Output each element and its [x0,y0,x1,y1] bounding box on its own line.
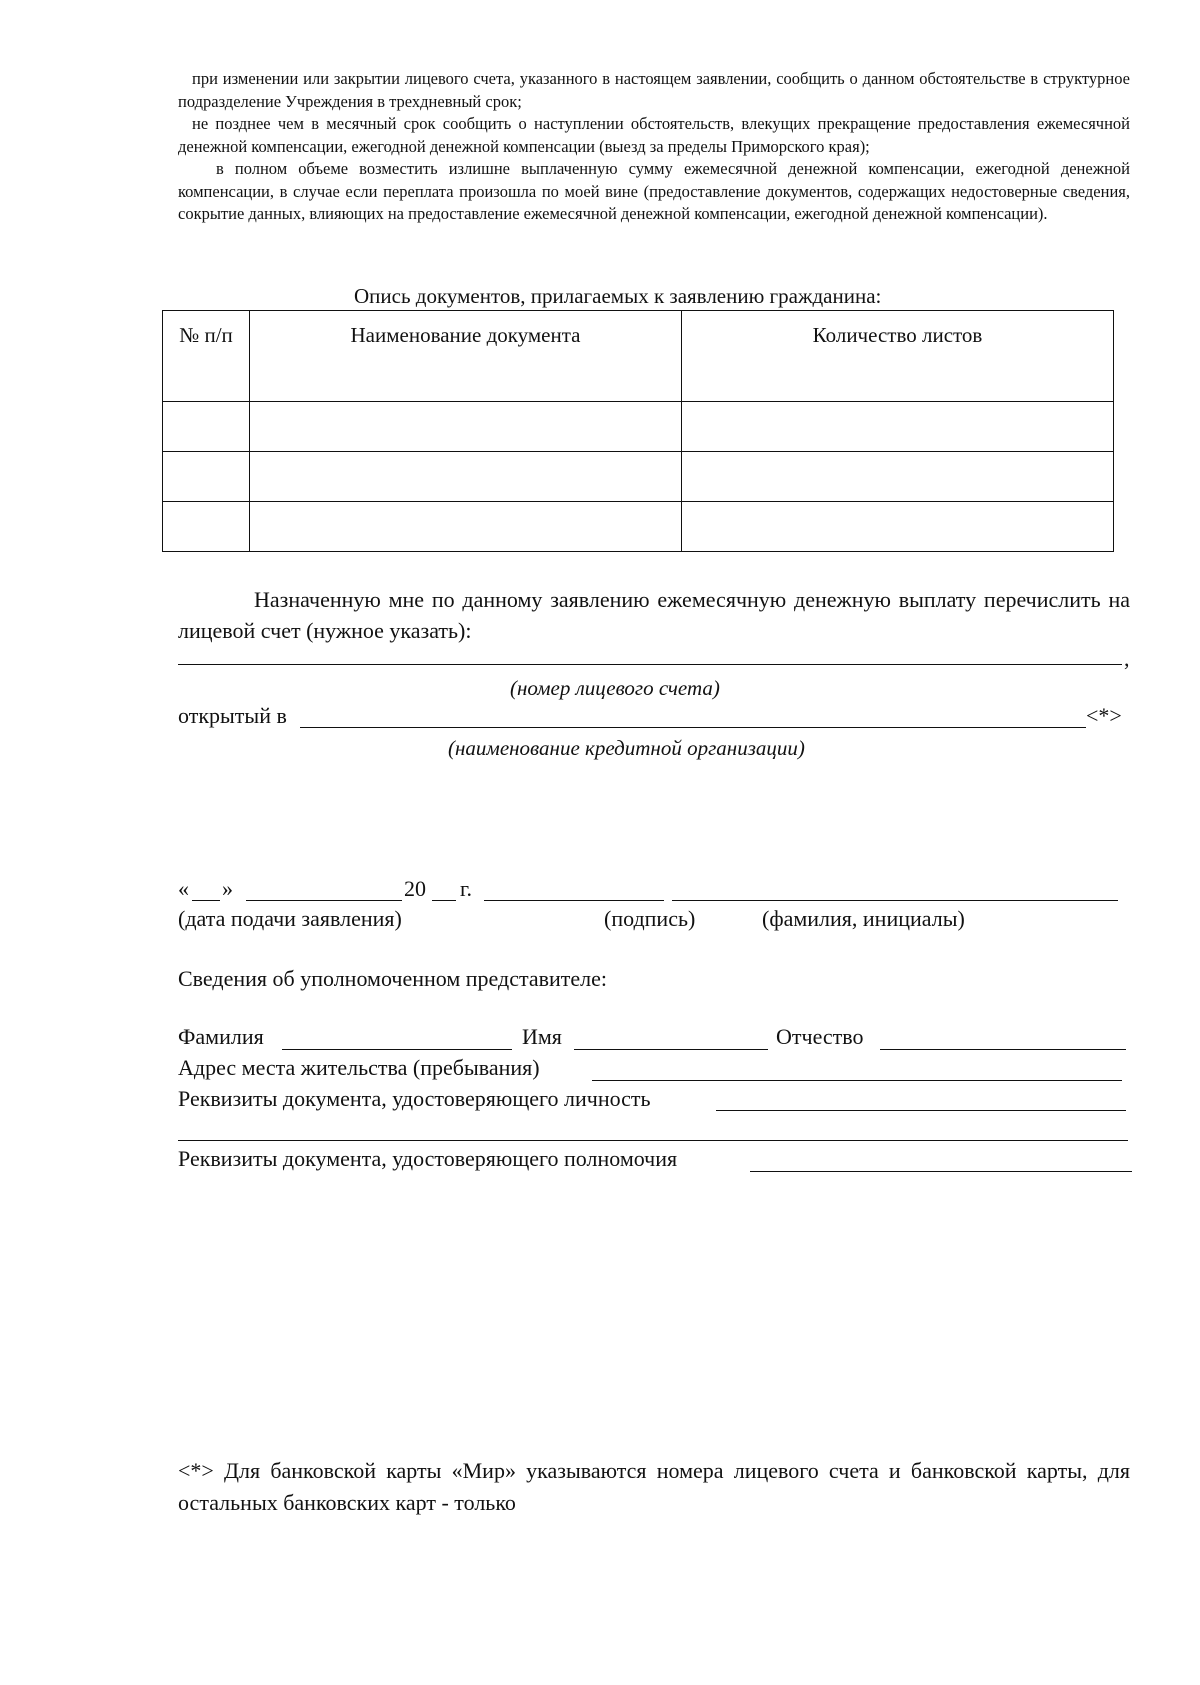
obligation-paragraph-1: при изменении или закрытии лицевого счета, указанного в настоящем заявлении, сообщить о данном обстоятельстве в структурное подразделение Учреждения в трехдневный срок; [178,69,1130,111]
table-cell-number[interactable] [163,402,250,452]
account-number-field[interactable] [178,664,1122,665]
authority-document-label: Реквизиты документа, удостоверяющего полномочия [178,1146,678,1171]
date-day-field[interactable] [192,900,220,901]
identity-document-label: Реквизиты документа, удостоверяющего личность [178,1086,651,1111]
inventory-caption: Опись документов, прилагаемых к заявлению гражданина: [354,284,882,308]
table-cell-document-name[interactable] [250,402,682,452]
opened-in-label: открытый в [178,703,287,728]
surname-label: Фамилия [178,1024,264,1049]
obligation-paragraph-2: не позднее чем в месячный срок сообщить о наступлении обстоятельств, влекущих прекращение предоставления ежемесячной денежной компенсации, ежегодной денежной компенсации (выезд за пределы Приморского края); [178,114,1130,156]
account-comma: , [1124,646,1130,671]
payout-paragraph [178,584,1130,646]
patronymic-field[interactable] [880,1049,1126,1050]
identity-document-field[interactable] [716,1110,1126,1111]
date-year-suffix: г. [460,876,473,901]
date-year-prefix: 20 [404,876,426,901]
patronymic-label: Отчество [776,1024,864,1049]
table-header-row [163,311,1114,402]
header-number: № п/п [163,311,250,402]
date-year-field[interactable] [432,900,456,901]
bank-name-hint: (наименование кредитной организации) [448,736,805,760]
address-field[interactable] [592,1080,1122,1081]
footnote-text: <*> Для банковской карты «Мир» указываются номера лицевого счета и банковской карты, для остальных банковских карт - только [178,1458,1130,1515]
table-cell-document-name[interactable] [250,452,682,502]
table-cell-sheet-count[interactable] [682,502,1114,552]
header-sheet-count: Количество листов [682,311,1114,402]
footnote [178,1455,1130,1519]
first-name-field[interactable] [574,1049,768,1050]
date-month-field[interactable] [246,900,402,901]
payout-text: Назначенную мне по данному заявлению ежемесячную денежную выплату перечислить на лицевой счет (нужное указать): [178,587,1130,643]
table-row [163,502,1114,552]
obligation-paragraph-3: в полном объеме возместить излишне выплаченную сумму ежемесячной денежной компенсации, ежегодной денежной компенсации, в случае если переплата произошла по моей вине (предоставление документов, содержащих недостоверные сведения, сокрытие данных, влияющих на предоставление ежемесячной денежной компенсации, ежегодной денежной компенсации). [178,159,1130,223]
representative-heading: Сведения об уполномоченном представителе: [178,966,608,991]
table-cell-sheet-count[interactable] [682,452,1114,502]
table-cell-sheet-count[interactable] [682,402,1114,452]
full-name-caption: (фамилия, инициалы) [762,906,965,931]
account-number-hint: (номер лицевого счета) [510,676,720,700]
table-cell-number[interactable] [163,452,250,502]
footnote-mark: <*> [1086,703,1122,728]
table-cell-document-name[interactable] [250,502,682,552]
date-caption: (дата подачи заявления) [178,906,402,931]
table-row [163,402,1114,452]
obligations-block [178,68,1130,226]
authority-document-field[interactable] [750,1171,1132,1172]
date-open-quote: « [178,876,189,901]
header-document-name: Наименование документа [250,311,682,402]
address-label: Адрес места жительства (пребывания) [178,1055,540,1080]
documents-inventory-table [162,310,1114,552]
surname-field[interactable] [282,1049,512,1050]
signature-caption: (подпись) [604,906,696,931]
first-name-label: Имя [522,1024,562,1049]
signature-field[interactable] [484,900,664,901]
table-row [163,452,1114,502]
identity-document-field-continued[interactable] [178,1140,1128,1141]
date-close-quote: » [222,876,233,901]
full-name-field[interactable] [672,900,1118,901]
bank-name-field[interactable] [300,727,1086,728]
table-cell-number[interactable] [163,502,250,552]
